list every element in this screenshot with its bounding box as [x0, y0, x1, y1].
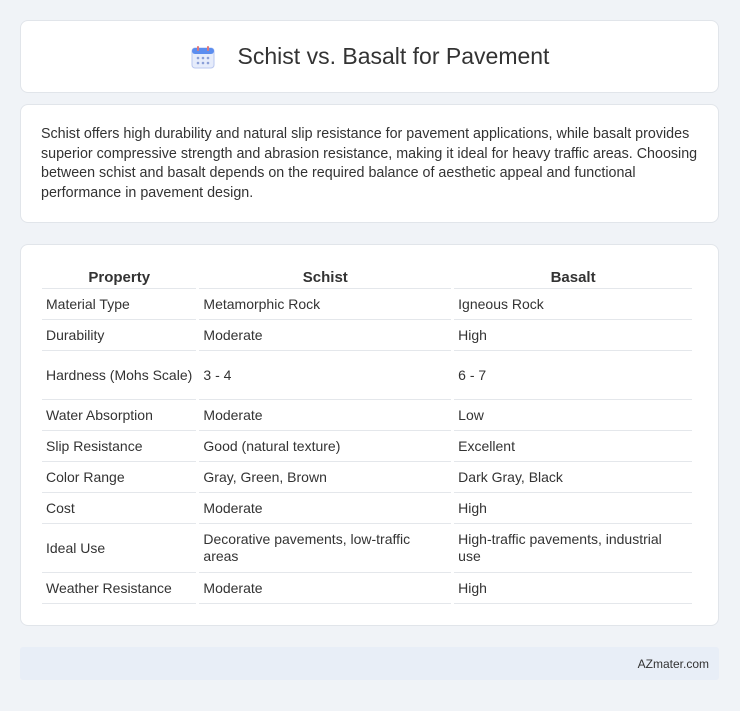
property-cell: Slip Resistance — [42, 431, 196, 462]
property-cell: Material Type — [42, 289, 196, 320]
schist-cell: Gray, Green, Brown — [199, 462, 451, 493]
table-row — [42, 493, 692, 524]
property-cell: Hardness (Mohs Scale) — [42, 351, 196, 400]
column-header-schist: Schist — [199, 265, 451, 289]
calendar-icon — [190, 44, 216, 70]
basalt-cell: High-traffic pavements, industrial use — [454, 524, 692, 573]
property-cell: Water Absorption — [42, 400, 196, 431]
table-header-row — [42, 265, 692, 289]
comparison-table-card — [20, 244, 719, 626]
footer — [20, 647, 719, 680]
property-cell: Ideal Use — [42, 524, 196, 573]
column-header-property: Property — [42, 265, 196, 289]
property-cell: Durability — [42, 320, 196, 351]
basalt-cell: 6 - 7 — [454, 351, 692, 400]
property-cell: Color Range — [42, 462, 196, 493]
page-title: Schist vs. Basalt for Pavement — [237, 43, 550, 69]
table-row — [42, 462, 692, 493]
basalt-cell: Excellent — [454, 431, 692, 462]
schist-cell: Moderate — [199, 573, 451, 604]
schist-cell: Moderate — [199, 320, 451, 351]
schist-cell: Good (natural texture) — [199, 431, 451, 462]
column-header-basalt: Basalt — [454, 265, 692, 289]
table-row — [42, 573, 692, 604]
basalt-cell: High — [454, 320, 692, 351]
schist-cell: Moderate — [199, 400, 451, 431]
intro-text: Schist offers high durability and natural slip resistance for pavement applications, while basalt provides superior compressive strength and abrasion resistance, making it ideal for heavy traffic areas. Choosing between schist and basalt depends on the required balance of aesthetic appeal and functional performance in pavement design. — [41, 126, 698, 201]
property-cell: Weather Resistance — [42, 573, 196, 604]
comparison-table — [39, 265, 695, 604]
table-row — [42, 431, 692, 462]
table-row — [42, 524, 692, 573]
basalt-cell: Igneous Rock — [454, 289, 692, 320]
basalt-cell: Dark Gray, Black — [454, 462, 692, 493]
basalt-cell: Low — [454, 400, 692, 431]
basalt-cell: High — [454, 493, 692, 524]
schist-cell: Decorative pavements, low-traffic areas — [199, 524, 451, 573]
footer-site-name: AZmater.com — [637, 656, 709, 671]
table-row — [42, 320, 692, 351]
schist-cell: 3 - 4 — [199, 351, 451, 400]
table-row — [42, 400, 692, 431]
schist-cell: Metamorphic Rock — [199, 289, 451, 320]
schist-cell: Moderate — [199, 493, 451, 524]
basalt-cell: High — [454, 573, 692, 604]
table-row — [42, 289, 692, 320]
header-card — [20, 20, 719, 93]
property-cell: Cost — [42, 493, 196, 524]
table-row — [42, 351, 692, 400]
intro-card — [20, 104, 719, 223]
